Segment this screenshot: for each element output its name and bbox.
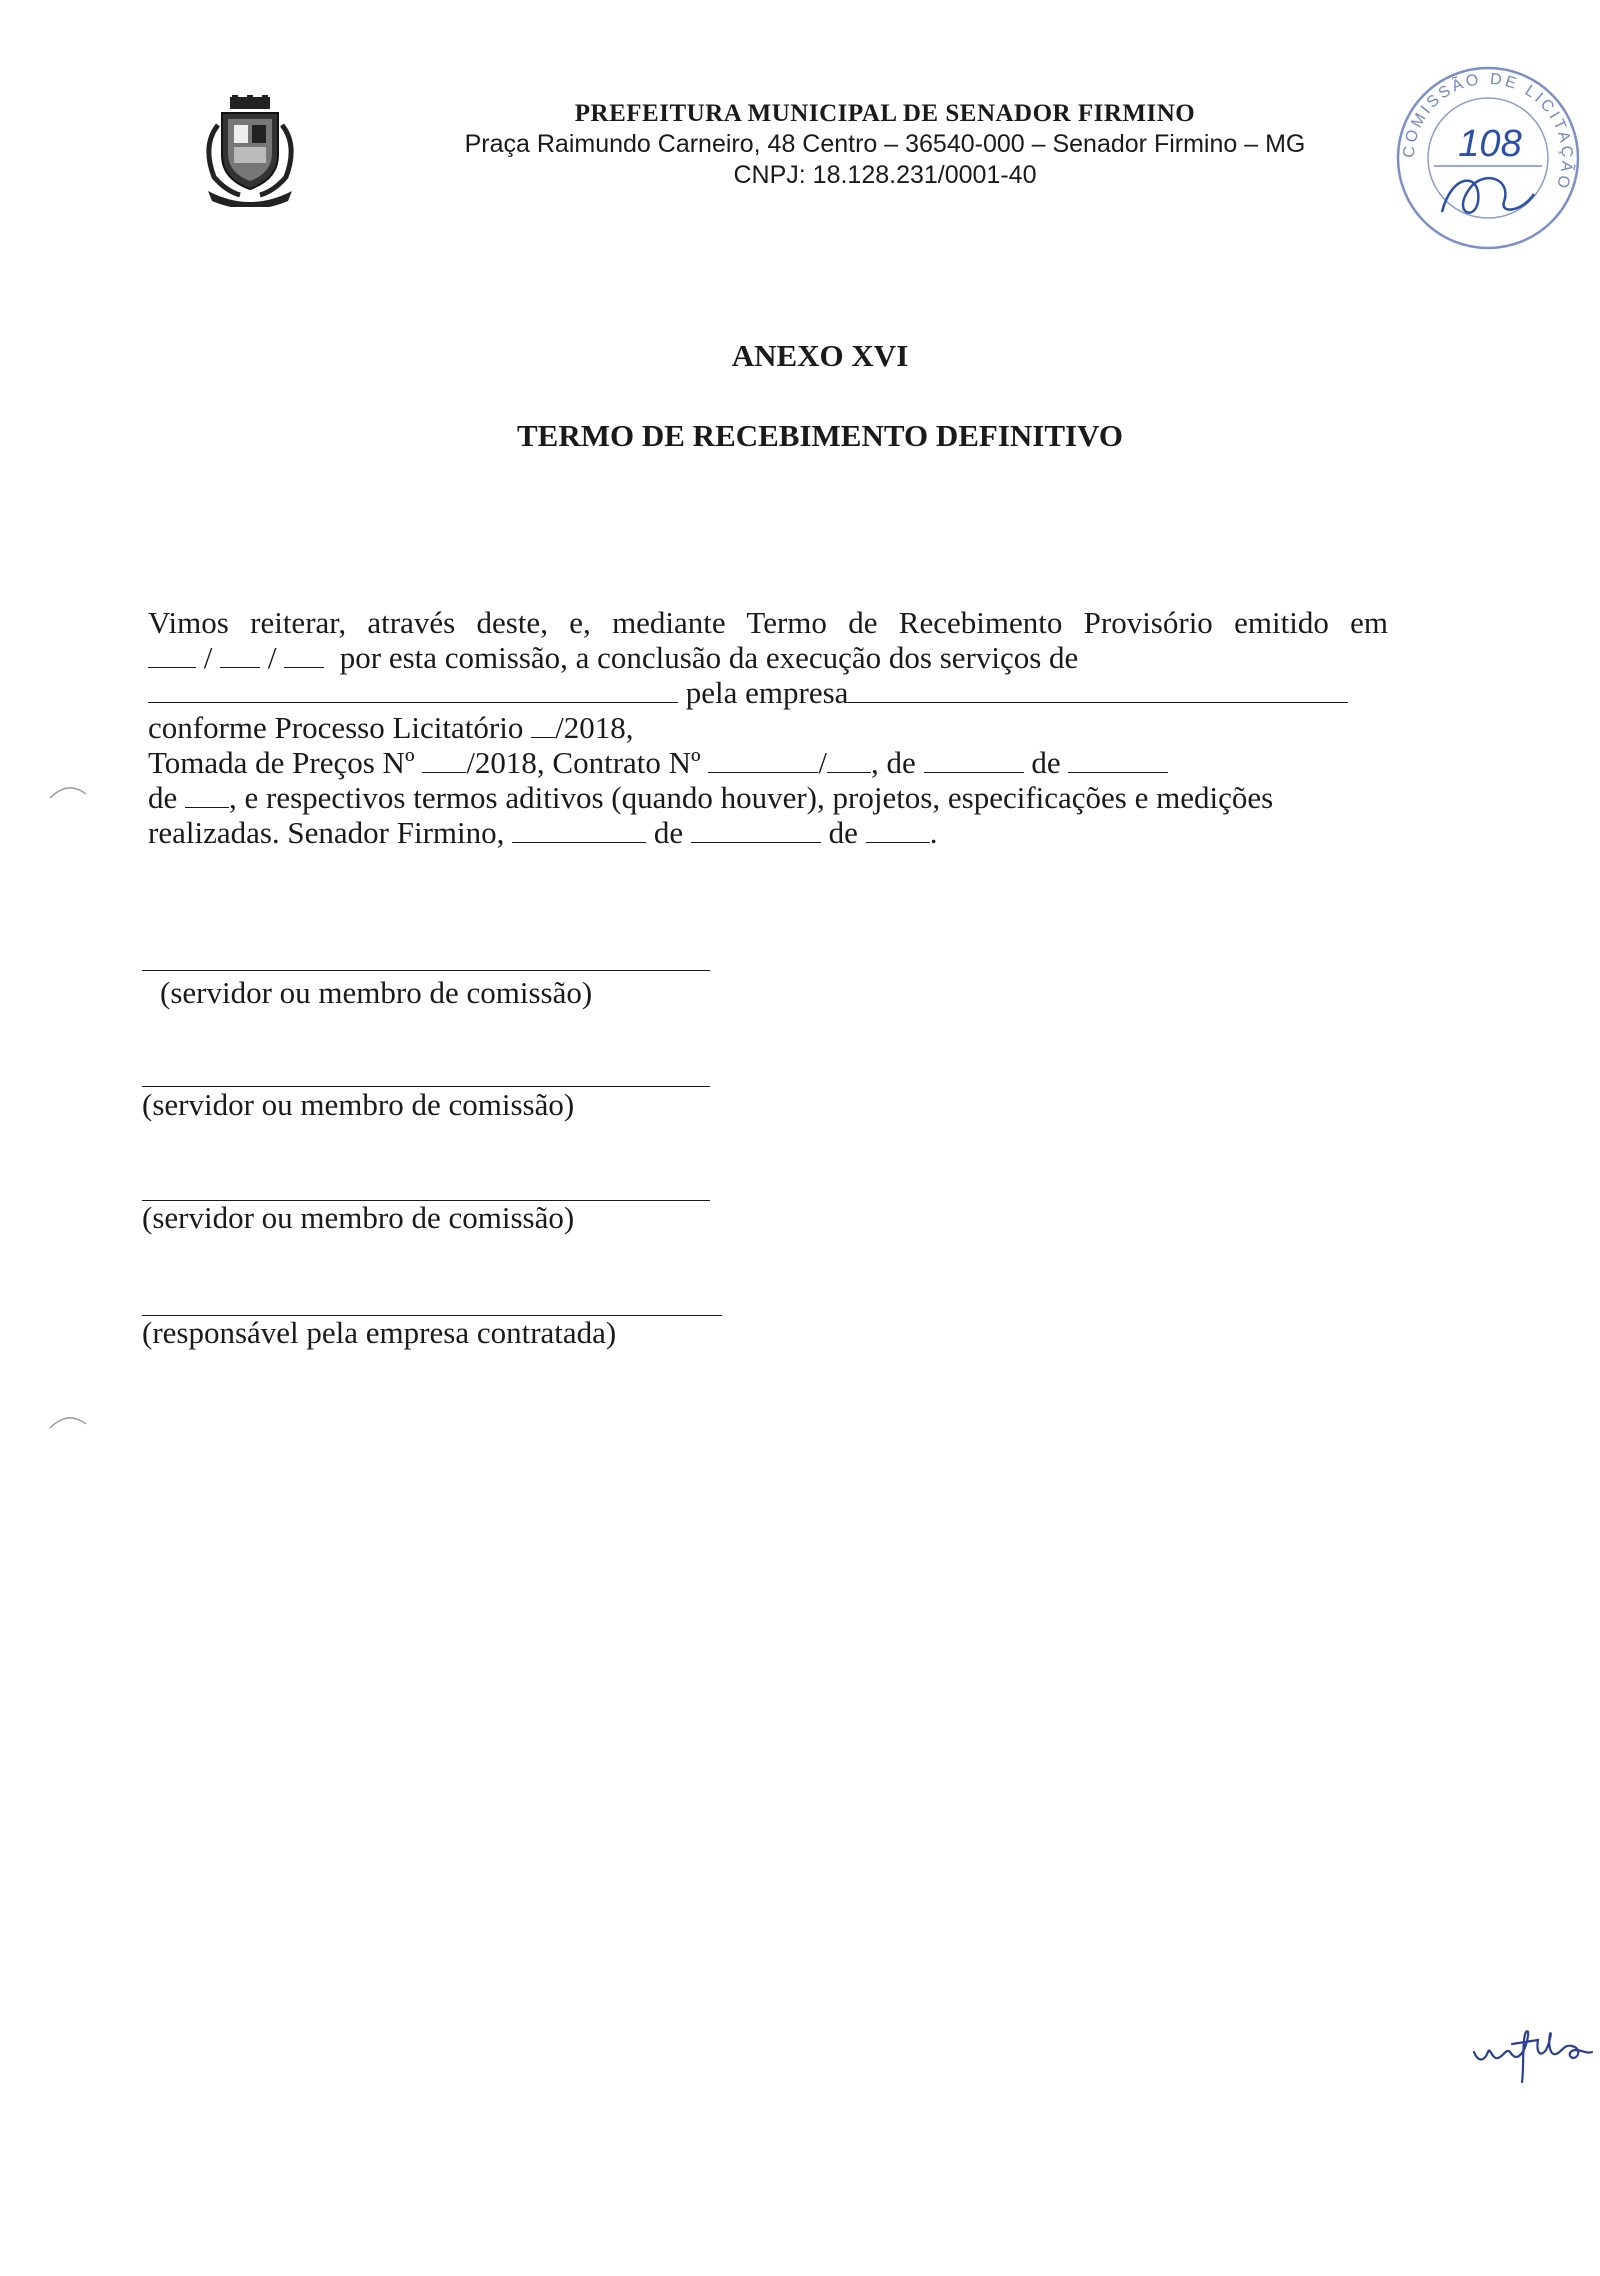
paragraph-line-1: Vimos reiterar, através deste, e, mediante Termo de Recebimento Provisório emitido em — [148, 605, 1388, 640]
municipality-name: PREFEITURA MUNICIPAL DE SENADOR FIRMINO — [574, 100, 1196, 127]
handwritten-initials-icon — [1468, 2010, 1598, 2090]
paragraph-line-4: conforme Processo Licitatório /2018, — [148, 710, 634, 745]
stamp-signature-icon — [1442, 178, 1534, 212]
term-title: TERMO DE RECEBIMENTO DEFINITIVO — [517, 418, 1123, 453]
paragraph-line-5: Tomada de Preços Nº /2018, Contrato Nº / , de de — [148, 745, 1388, 780]
punch-hole-mark-icon — [48, 1410, 88, 1430]
paragraph-line-7: realizadas. Senador Firmino, de de . — [148, 815, 938, 850]
paragraph-line-6: de , e respectivos termos aditivos (quando houver), projetos, especificações e medições — [148, 780, 1274, 815]
paragraph-line-2: / / por esta comissão, a conclusão da execução dos serviços de — [148, 640, 1388, 675]
coat-of-arms-icon — [200, 95, 300, 207]
signature-caption-2: (servidor ou membro de comissão) — [142, 1087, 575, 1122]
signature-caption-1: (servidor ou membro de comissão) — [160, 975, 593, 1010]
punch-hole-mark-icon — [48, 780, 88, 800]
municipality-address: Praça Raimundo Carneiro, 48 Centro – 36540-000 – Senador Firmino – MG — [464, 130, 1306, 158]
protocol-stamp — [1392, 62, 1584, 254]
stamp-text: COMISSÃO DE LICITAÇÃO — [1400, 70, 1576, 193]
annex-title: ANEXO XVI — [731, 338, 909, 373]
signature-caption-3: (servidor ou membro de comissão) — [142, 1200, 575, 1235]
letterhead — [410, 100, 1360, 190]
paragraph-line-3: pela empresa — [148, 675, 1388, 710]
signature-line-1 — [142, 970, 710, 971]
signature-caption-4: (responsável pela empresa contratada) — [142, 1315, 617, 1350]
stamp-page-number: 108 — [1458, 123, 1522, 165]
municipality-cnpj: CNPJ: 18.128.231/0001-40 — [733, 161, 1037, 189]
body-paragraph — [148, 605, 1388, 850]
